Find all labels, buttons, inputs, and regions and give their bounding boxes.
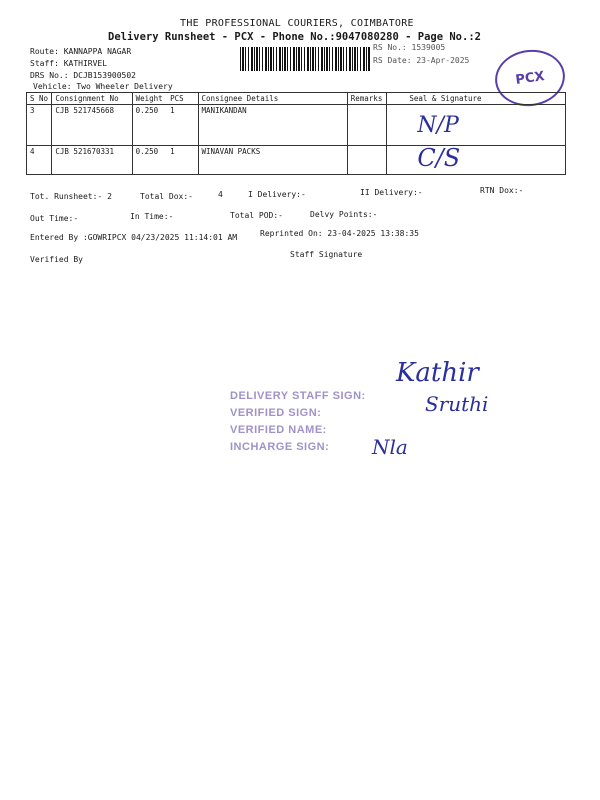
- handwritten-signature-1: Kathir: [396, 358, 479, 388]
- col-consignment: Consignment No: [52, 93, 132, 105]
- cell-remarks: [347, 105, 387, 146]
- drs-number: DRS No.: DCJB153900502: [30, 71, 136, 80]
- cell-weight: 0.250: [132, 146, 167, 175]
- out-time: Out Time:-: [30, 214, 79, 223]
- staff-label: Staff: KATHIRVEL: [30, 59, 108, 68]
- i-delivery: I Delivery:-: [248, 190, 306, 199]
- signature-stamp: [230, 388, 366, 456]
- cell-consignee: WINAVAN PACKS: [198, 146, 347, 175]
- runsheet-table: [26, 92, 566, 175]
- cell-sno: 3: [27, 105, 52, 146]
- cell-consignment: CJB 521670331: [52, 146, 132, 175]
- barcode: [240, 47, 370, 71]
- stamp-line-verified-sign: VERIFIED SIGN:: [230, 407, 322, 419]
- col-weight: Weight: [132, 93, 167, 105]
- cell-sno: 4: [27, 146, 52, 175]
- col-pcs: PCS: [167, 93, 198, 105]
- entered-by: Entered By :GOWRIPCX 04/23/2025 11:14:01 AM: [30, 233, 238, 242]
- handwritten-signature-3: Nla: [372, 435, 408, 459]
- handwritten-signature-2: Sruthi: [425, 392, 489, 416]
- cell-remarks: [347, 146, 387, 175]
- ii-delivery: II Delivery:-: [360, 188, 423, 197]
- reprinted-on: Reprinted On: 23-04-2025 13:38:35: [260, 229, 419, 238]
- cell-consignment: CJB 521745668: [52, 105, 132, 146]
- in-time: In Time:-: [130, 212, 174, 221]
- cell-pcs: 1: [167, 146, 198, 175]
- company-name: THE PROFESSIONAL COURIERS, COIMBATORE: [180, 18, 414, 29]
- table-header-row: [27, 93, 566, 105]
- total-pod: Total POD:-: [230, 211, 283, 220]
- handwritten-np: N/P: [417, 113, 459, 138]
- pcx-stamp-text: PCX: [514, 68, 546, 88]
- cell-signature: [387, 105, 566, 146]
- runsheet-title: Delivery Runsheet - PCX - Phone No.:9047080280 - Page No.:2: [108, 31, 481, 43]
- cell-signature: [387, 146, 566, 175]
- tot-runsheet: Tot. Runsheet:- 2: [30, 192, 112, 201]
- delvy-points: Delvy Points:-: [310, 210, 378, 219]
- route-label: Route: KANNAPPA NAGAR: [30, 47, 132, 56]
- cell-weight: 0.250: [132, 105, 167, 146]
- col-signature: Seal & Signature: [387, 93, 566, 105]
- table-row: [27, 146, 566, 175]
- stamp-line-incharge: INCHARGE SIGN:: [230, 441, 330, 453]
- verified-by: Verified By: [30, 255, 83, 264]
- cell-consignee: MANIKANDAN: [198, 105, 347, 146]
- rs-number: RS No.: 1539005: [373, 43, 446, 52]
- stamp-line-delivery-staff: DELIVERY STAFF SIGN:: [230, 390, 366, 402]
- staff-signature-label: Staff Signature: [290, 250, 363, 259]
- col-remarks: Remarks: [347, 93, 387, 105]
- stamp-line-verified-name: VERIFIED NAME:: [230, 424, 327, 436]
- col-sno: S No: [27, 93, 52, 105]
- cell-pcs: 1: [167, 105, 198, 146]
- vehicle-label: Vehicle: Two Wheeler Delivery: [33, 82, 173, 91]
- rtn-dox: RTN Dox:-: [480, 186, 524, 195]
- total-dox-value: 4: [218, 190, 223, 199]
- handwritten-cs: C/S: [417, 144, 461, 172]
- table-row: [27, 105, 566, 146]
- rs-date: RS Date: 23-Apr-2025: [373, 56, 470, 65]
- total-dox: Total Dox:-: [140, 192, 193, 201]
- col-consignee: Consignee Details: [198, 93, 347, 105]
